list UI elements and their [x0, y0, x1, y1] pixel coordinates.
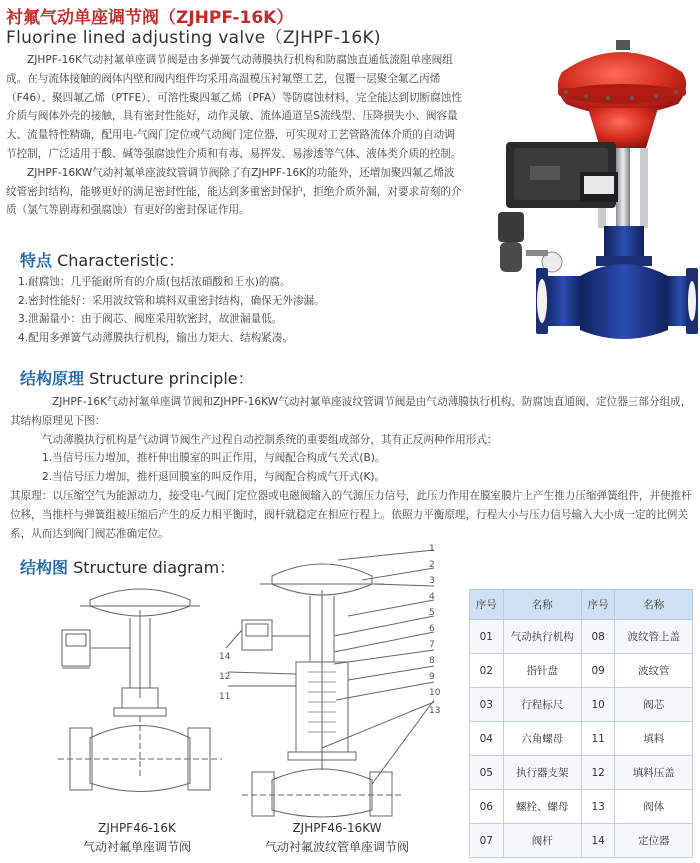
table-cell: 阀芯: [615, 688, 693, 722]
table-header: 序号: [581, 590, 615, 620]
principle-heading: [20, 366, 254, 389]
diagram-left-drawing: [50, 578, 230, 818]
table-cell: 波纹管: [615, 654, 693, 688]
characteristic-item: 2.密封性能好：采用波纹管和填料双重密封结构，确保无外渗漏。: [18, 294, 325, 307]
table-cell: 定位器: [615, 824, 693, 858]
callout-number: 8: [429, 656, 435, 666]
diagram-right-drawing: [212, 540, 452, 822]
caption-right-model: ZJHPF46-16KW: [292, 821, 382, 835]
table-row: [470, 790, 693, 824]
characteristic-heading-cn: 特点: [20, 251, 53, 270]
diagram-heading: [20, 555, 235, 578]
callout-number: 1: [429, 544, 435, 554]
page-title-cn: 衬氟气动单座调节阀（ZJHPF-16K）: [6, 8, 294, 28]
table-cell: 01: [470, 620, 504, 654]
table-cell: 03: [470, 688, 504, 722]
table-cell: 10: [581, 688, 615, 722]
table-cell: 08: [581, 620, 615, 654]
principle-line-1: ZJHPF-16K气动衬氟单座调节阀和ZJHPF-16KW气动衬氟单座波纹管调节阀是由气动薄膜执行机构、防腐蚀直通阀、定位器三部分组成，其结构原理见下图：: [10, 396, 692, 427]
callout-number: 3: [429, 576, 435, 586]
table-cell: 06: [470, 790, 504, 824]
table-header: 名称: [615, 590, 693, 620]
callout-number: 9: [429, 672, 435, 682]
caption-left-name: 气动衬氟单座调节阀: [82, 840, 191, 854]
principle-heading-en: Structure principle：: [84, 369, 254, 388]
table-header: 名称: [503, 590, 581, 620]
table-cell: 04: [470, 722, 504, 756]
intro-text: [6, 51, 464, 220]
table-cell: 指针盘: [503, 654, 581, 688]
callout-number: 10: [429, 688, 441, 698]
principle-heading-cn: 结构原理: [20, 369, 85, 388]
principle-line-5: 其原理：以压缩空气为能源动力，接受电-气阀门定位器或电磁阀输入的气源压力信号，此压力作用在膜室膜片上产生推力压缩弹簧组件，并使推杆位移，当推杆与弹簧组被压缩后产生的反力相平衡时，阀杆就稳定在相应行程上。依照力平衡原理，行程大小与压力信号输入大小成一定的比例关系，从而达到阀门阀芯准确定位。: [10, 489, 692, 540]
table-cell: 螺栓、螺母: [503, 790, 581, 824]
table-row: [470, 620, 693, 654]
intro-paragraph-1: ZJHPF-16K气动衬氟单座调节阀是由多弹簧气动薄膜执行机构和防腐蚀直通低流阻单座阀组成。在与流体接触的阀体内壁和阀内组件均采用高温模压衬氟塑工艺，包覆一层聚全氟乙丙烯（F46）、聚四氟乙烯（PTFE）、可溶性聚四氟乙烯（PFA）等防腐蚀材料，完全能达到切断腐蚀性介质与阀体外壳的接触，具有密封性能好，动作灵敏、流体通道呈S流线型、压降损失小、阀容量大、流量特性精确，配用电-气阀门定位或气动阀门定位器，可实现对工艺管路流体介质的自动调节控制，广泛适用于酸、碱等强腐蚀性介质和有毒、易挥发、易渗透等气体、液体类介质的控制。: [6, 54, 462, 160]
table-row: [470, 756, 693, 790]
table-cell: 09: [581, 654, 615, 688]
intro-paragraph-2: ZJHPF-16KW气动衬氟单座波纹管调节阀除了有ZJHPF-16K的功能外，还增加聚四氟乙烯波纹管密封结构，能够更好的满足密封性能，能达到多重密封保护，拒绝介质外漏，对要求苛刻的介质（氯气等剧毒和强腐蚀）有更好的密封保证作用。: [6, 166, 462, 217]
table-cell: 05: [470, 756, 504, 790]
table-row: [470, 654, 693, 688]
characteristic-heading: [20, 248, 184, 271]
table-cell: 波纹管上盖: [615, 620, 693, 654]
table-cell: 11: [581, 722, 615, 756]
table-cell: 填料压盖: [615, 756, 693, 790]
table-cell: 12: [581, 756, 615, 790]
table-cell: 填料: [615, 722, 693, 756]
table-cell: 行程标尺: [503, 688, 581, 722]
callout-number: 2: [429, 560, 435, 570]
table-row: [470, 688, 693, 722]
diagram-heading-en: Structure diagram：: [68, 558, 236, 577]
principle-line-4: 2.当信号压力增加，推杆退回膜室的叫反作用，与阀配合构成气开式(K)。: [42, 471, 386, 484]
callout-number: 12: [219, 672, 231, 682]
callout-number: 14: [219, 652, 231, 662]
callout-number: 13: [429, 706, 441, 716]
parts-table: [469, 589, 693, 858]
caption-left-model: ZJHPF46-16K: [98, 821, 176, 835]
callout-number: 4: [429, 592, 435, 602]
callout-numbers-right: [429, 541, 440, 719]
characteristic-list: [18, 273, 458, 347]
callout-number: 7: [429, 640, 435, 650]
callout-numbers-left: [219, 647, 230, 707]
characteristic-item: 3.泄漏量小：由于阀芯、阀座采用软密封，故泄漏量低。: [18, 313, 283, 325]
diagram-heading-cn: 结构图: [20, 558, 69, 577]
table-cell: 阀杆: [503, 824, 581, 858]
callout-number: 5: [429, 608, 435, 618]
table-cell: 阀体: [615, 790, 693, 824]
characteristic-item: 1.耐腐蚀：几乎能耐所有的介质(包括浓硝酸和王水)的腐。: [18, 276, 291, 288]
table-row: [470, 722, 693, 756]
callout-number: 11: [219, 692, 231, 702]
principle-line-2: 气动薄膜执行机构是气动调节阀生产过程自动控制系统的重要组成部分，其有正反两种作用形式：: [42, 433, 498, 446]
principle-line-3: 1.当信号压力增加，推杆伸出膜室的叫正作用，与阀配合构成气关式(B)。: [42, 452, 386, 465]
caption-right-name: 气动衬氟波纹管单座调节阀: [264, 840, 409, 854]
characteristic-item: 4.配用多弹簧气动薄膜执行机构，输出力矩大、结构紧凑。: [18, 331, 293, 344]
table-cell: 14: [581, 824, 615, 858]
principle-text: [10, 393, 692, 543]
table-cell: 07: [470, 824, 504, 858]
callout-number: 6: [429, 624, 435, 634]
table-cell: 气动执行机构: [503, 620, 581, 654]
table-cell: 02: [470, 654, 504, 688]
table-cell: 执行器支架: [503, 756, 581, 790]
characteristic-heading-en: Characteristic：: [52, 251, 185, 270]
table-cell: 六角螺母: [503, 722, 581, 756]
table-cell: 13: [581, 790, 615, 824]
table-header: 序号: [470, 590, 504, 620]
valve-product-photo: [470, 30, 698, 348]
page-title-en: Fluorine lined adjusting valve（ZJHPF-16K): [6, 28, 381, 48]
table-row: [470, 824, 693, 858]
